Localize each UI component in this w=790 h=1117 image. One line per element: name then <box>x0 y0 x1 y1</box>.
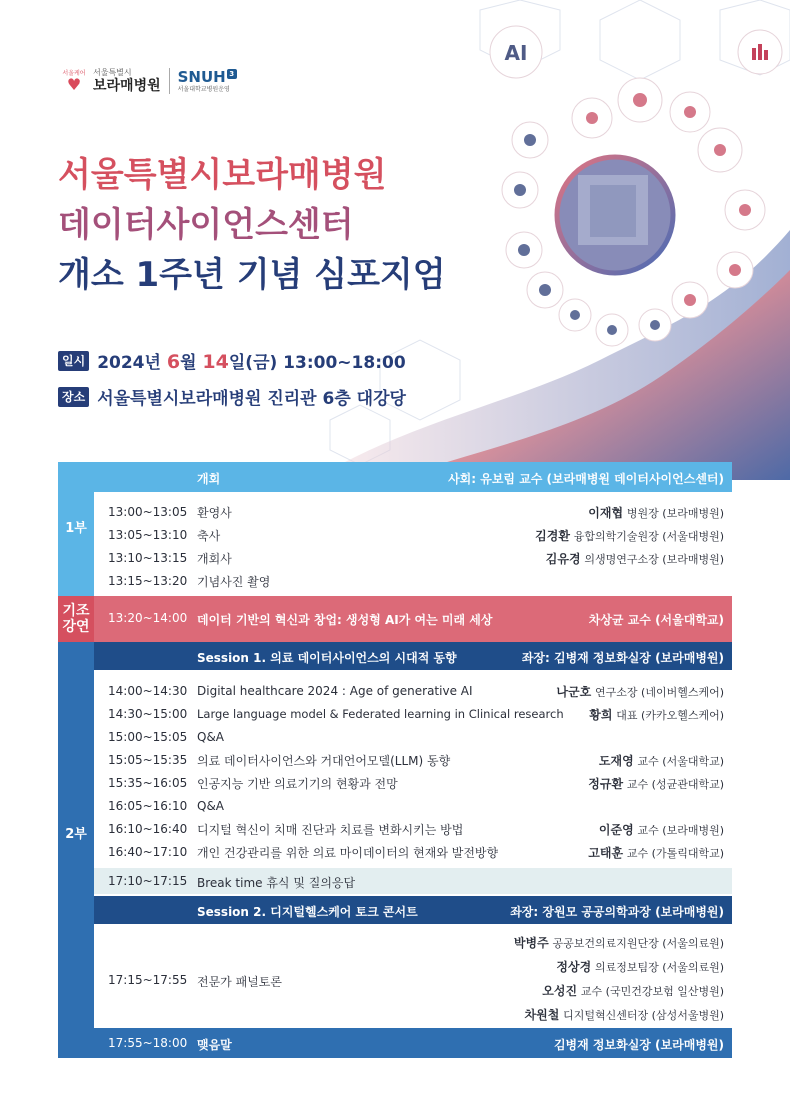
row-speaker-name: 황희 <box>589 707 613 722</box>
date-month-unit: 월 <box>180 353 203 373</box>
row-time: 15:05~15:35 <box>108 753 188 767</box>
row-speaker-name: 김경환 <box>535 528 570 543</box>
date-day: 14 <box>202 351 229 373</box>
hospital-logo-line1: 서울특별시 <box>93 68 132 77</box>
panel-row <box>58 934 732 1028</box>
break-row <box>94 868 732 894</box>
panelist-role: 공공보건의료지원단장 (서울의료원) <box>552 937 724 950</box>
hospital-logo-text <box>93 68 161 94</box>
row-speaker-role: 융합의학기술원장 (서울대병원) <box>573 529 724 543</box>
part1-block <box>58 462 732 596</box>
date-rest: 일(금) 13:00~18:00 <box>228 353 406 373</box>
closing-band <box>94 1028 732 1058</box>
row-speaker-name: 도재영 <box>598 753 634 768</box>
title-line-2: 데이터사이언스센터 <box>58 205 354 245</box>
row-speaker-name: 이재협 <box>588 505 624 520</box>
part1-label: 1부 <box>58 462 94 596</box>
row-speaker-role: 교수 (보라매병원) <box>637 823 724 837</box>
schedule-row <box>58 550 732 566</box>
panelist-role: 의료정보팀장 (서울의료원) <box>595 961 724 974</box>
panelist-name: 오성진 <box>542 984 578 998</box>
part1-header <box>94 462 732 492</box>
date-month: 6 <box>166 351 181 373</box>
row-desc: 환영사 <box>197 505 232 520</box>
hospital-logo-line2: 보라매병원 <box>93 78 161 94</box>
snuh-mark: SNUH <box>177 67 226 86</box>
session1-title: Session 1. 의료 데이터사이언스의 시대적 동향 <box>197 651 457 665</box>
event-place <box>58 384 406 409</box>
keynote-time: 13:20~14:00 <box>108 611 188 625</box>
date-tag: 일시 <box>58 351 89 371</box>
schedule-row <box>58 798 732 814</box>
row-time: 13:05~13:10 <box>108 528 188 542</box>
event-date <box>58 348 406 373</box>
schedule-row <box>58 821 732 837</box>
panel-time: 17:15~17:55 <box>108 973 188 987</box>
row-time: 15:00~15:05 <box>108 730 188 744</box>
hospital-logo-small-text: 서울케어 <box>62 70 86 77</box>
row-desc: Large language model & Federated learning in Clinical research <box>197 707 564 721</box>
part1-header-right: 사회: 유보림 교수 (보라매병원 데이터사이언스센터) <box>448 472 724 486</box>
row-desc: 개인 건강관리를 위한 의료 마이데이터의 현재와 발전방향 <box>197 845 499 860</box>
row-desc: 개회사 <box>197 551 232 566</box>
row-time: 16:05~16:10 <box>108 799 188 813</box>
row-time: 13:00~13:05 <box>108 505 188 519</box>
row-time: 16:40~17:10 <box>108 845 188 859</box>
session1-header <box>94 642 732 670</box>
schedule-row <box>58 504 732 520</box>
row-speaker-role: 의생명연구소장 (보라매병원) <box>584 552 724 566</box>
row-time: 13:10~13:15 <box>108 551 188 565</box>
snuh-badge: 3 <box>227 69 237 79</box>
row-speaker-name: 정규환 <box>588 776 624 791</box>
row-speaker-role: 교수 (성균관대학교) <box>626 777 724 791</box>
part2-block <box>58 642 732 1028</box>
session2-header <box>94 896 732 924</box>
panelist-name: 정상경 <box>556 960 592 974</box>
row-speaker-role: 대표 (카카오헬스케어) <box>616 708 724 722</box>
part1-header-left: 개회 <box>197 472 221 486</box>
row-speaker-role: 교수 (가톨릭대학교) <box>626 846 724 860</box>
row-speaker-role: 연구소장 (네이버헬스케어) <box>595 685 724 699</box>
schedule-row <box>58 844 732 860</box>
schedule-row <box>58 706 732 722</box>
session2-chair: 좌장: 장원모 공공의학과장 (보라매병원) <box>510 905 724 919</box>
row-time: 13:15~13:20 <box>108 574 188 588</box>
schedule-row <box>58 775 732 791</box>
ai-icon: AI <box>504 41 528 65</box>
row-desc: 디지털 혁신이 치매 진단과 치료를 변화시키는 방법 <box>197 822 464 837</box>
keynote-desc: 데이터 기반의 혁신과 창업: 생성형 AI가 여는 미래 세상 <box>197 613 493 627</box>
place-text: 서울특별시보라매병원 진리관 6층 대강당 <box>97 389 406 409</box>
snuh-logo <box>178 69 237 94</box>
schedule-row <box>58 527 732 543</box>
hospital-logo-icon: 서울케어 ♥ <box>62 70 86 94</box>
schedule-table <box>58 462 732 1058</box>
keynote-block <box>58 596 732 642</box>
title-line-1: 서울특별시보라매병원 <box>58 155 387 195</box>
title-line-3: 개소 1주년 기념 심포지엄 <box>58 255 446 295</box>
break-desc: Break time 휴식 및 질의응답 <box>197 876 356 890</box>
schedule-row <box>58 729 732 745</box>
keynote-speaker: 차상균 교수 (서울대학교) <box>588 613 724 627</box>
closing-block <box>58 1028 732 1058</box>
keynote-label: 기조 강연 <box>58 596 94 642</box>
break-time: 17:10~17:15 <box>108 874 188 888</box>
closing-speaker: 김병재 정보화실장 (보라매병원) <box>553 1038 724 1052</box>
keynote-band <box>94 596 732 642</box>
part2-label: 2부 <box>58 642 94 1028</box>
row-desc: Digital healthcare 2024 : Age of generative AI <box>197 684 473 698</box>
row-time: 15:35~16:05 <box>108 776 188 790</box>
session2-title: Session 2. 디지털헬스케어 토크 콘서트 <box>197 905 418 919</box>
panelist-name: 차원철 <box>524 1008 560 1022</box>
place-tag: 장소 <box>58 387 89 407</box>
row-desc: 인공지능 기반 의료기기의 현황과 전망 <box>197 776 398 791</box>
row-time: 16:10~16:40 <box>108 822 188 836</box>
row-speaker-name: 고태훈 <box>588 845 624 860</box>
row-speaker-name: 이준영 <box>598 822 634 837</box>
event-title <box>58 150 446 300</box>
date-year: 2024년 <box>97 353 167 373</box>
logo-group <box>63 68 237 94</box>
row-desc: Q&A <box>197 799 225 813</box>
snuh-subtitle: 서울대학교병원운영 <box>177 85 230 93</box>
schedule-row <box>58 573 732 589</box>
panelist-role: 교수 (국민건강보험 일산병원) <box>580 985 724 998</box>
panel-desc: 전문가 패널토론 <box>197 975 282 989</box>
closing-desc: 맺음말 <box>197 1038 232 1052</box>
session1-chair: 좌장: 김병재 정보화실장 (보라매병원) <box>521 651 724 665</box>
panelist-role: 디지털혁신센터장 (삼성서울병원) <box>563 1009 724 1022</box>
row-desc: 의료 데이터사이언스와 거대언어모델(LLM) 동향 <box>197 753 451 768</box>
row-desc: 기념사진 촬영 <box>197 574 271 589</box>
row-speaker-role: 병원장 (보라매병원) <box>626 506 724 520</box>
closing-time: 17:55~18:00 <box>108 1036 188 1050</box>
row-speaker-role: 교수 (서울대학교) <box>637 754 724 768</box>
schedule-row <box>58 752 732 768</box>
logo-divider <box>169 68 170 94</box>
row-time: 14:30~15:00 <box>108 707 188 721</box>
row-desc: Q&A <box>197 730 225 744</box>
row-time: 14:00~14:30 <box>108 684 188 698</box>
row-desc: 축사 <box>197 528 221 543</box>
row-speaker-name: 나군호 <box>556 684 592 699</box>
schedule-row <box>58 683 732 699</box>
row-speaker-name: 김유경 <box>545 551 581 566</box>
panelist-name: 박병주 <box>513 936 549 950</box>
